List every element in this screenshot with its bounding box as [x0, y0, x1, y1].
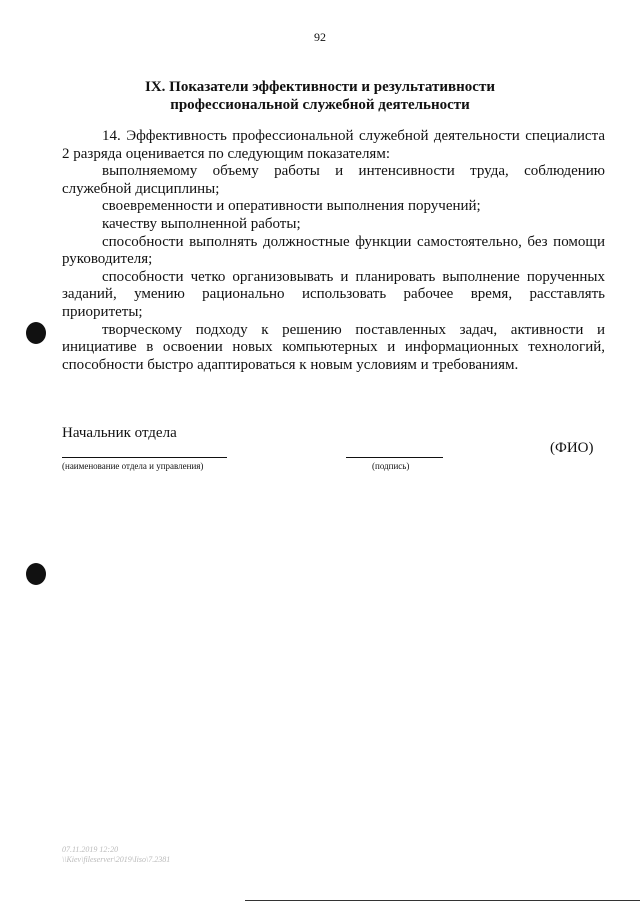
print-stamp-date: 07.11.2019 12:20 — [62, 845, 119, 854]
print-stamp — [62, 845, 170, 865]
print-stamp-path: \\Kiev\fileserver\2019\Iiso\7.2381 — [62, 855, 171, 864]
punch-hole-bottom — [26, 563, 46, 585]
fio-label: (ФИО) — [550, 440, 594, 456]
page-number: 92 — [314, 30, 326, 44]
department-caption: (наименование отдела и управления) — [62, 461, 204, 471]
department-signature-line — [62, 457, 227, 458]
signature-title: Начальник отдела — [62, 425, 177, 441]
section-title-line-2: профессиональной служебной деятельности — [170, 97, 470, 113]
paragraph-independence: способности выполнять должностные функции самостоятельно, без помощи руководителя; — [62, 233, 605, 268]
paragraph-volume: выполняемому объему работы и интенсивности труда, соблюдению служебной дисциплины; — [62, 163, 605, 197]
section-title — [60, 78, 580, 114]
paragraph-organization: способности четко организовывать и планировать выполнение порученных заданий, умению рационально использовать рабочее время, расставлять приоритеты; — [62, 268, 605, 320]
signature-caption: (подпись) — [372, 461, 410, 471]
signature-line — [346, 457, 443, 458]
punch-hole-top — [26, 322, 46, 344]
paragraph-creativity: творческому подходу к решению поставленных задач, активности и инициативе в освоении новых компьютерных и информационных технологий, способности быстро адаптироваться к новым условиям и требованиям. — [62, 321, 605, 373]
section-title-line-1: IX. Показатели эффективности и результативности — [145, 79, 495, 95]
paragraph-timeliness: своевременности и оперативности выполнения поручений; — [102, 198, 481, 215]
page-bottom-edge — [245, 900, 640, 901]
paragraph-intro: 14. Эффективность профессиональной служебной деятельности специалиста 2 разряда оценивается по следующим показателям: — [62, 128, 605, 162]
paragraph-quality: качеству выполненной работы; — [102, 215, 301, 232]
document-body — [62, 128, 605, 374]
